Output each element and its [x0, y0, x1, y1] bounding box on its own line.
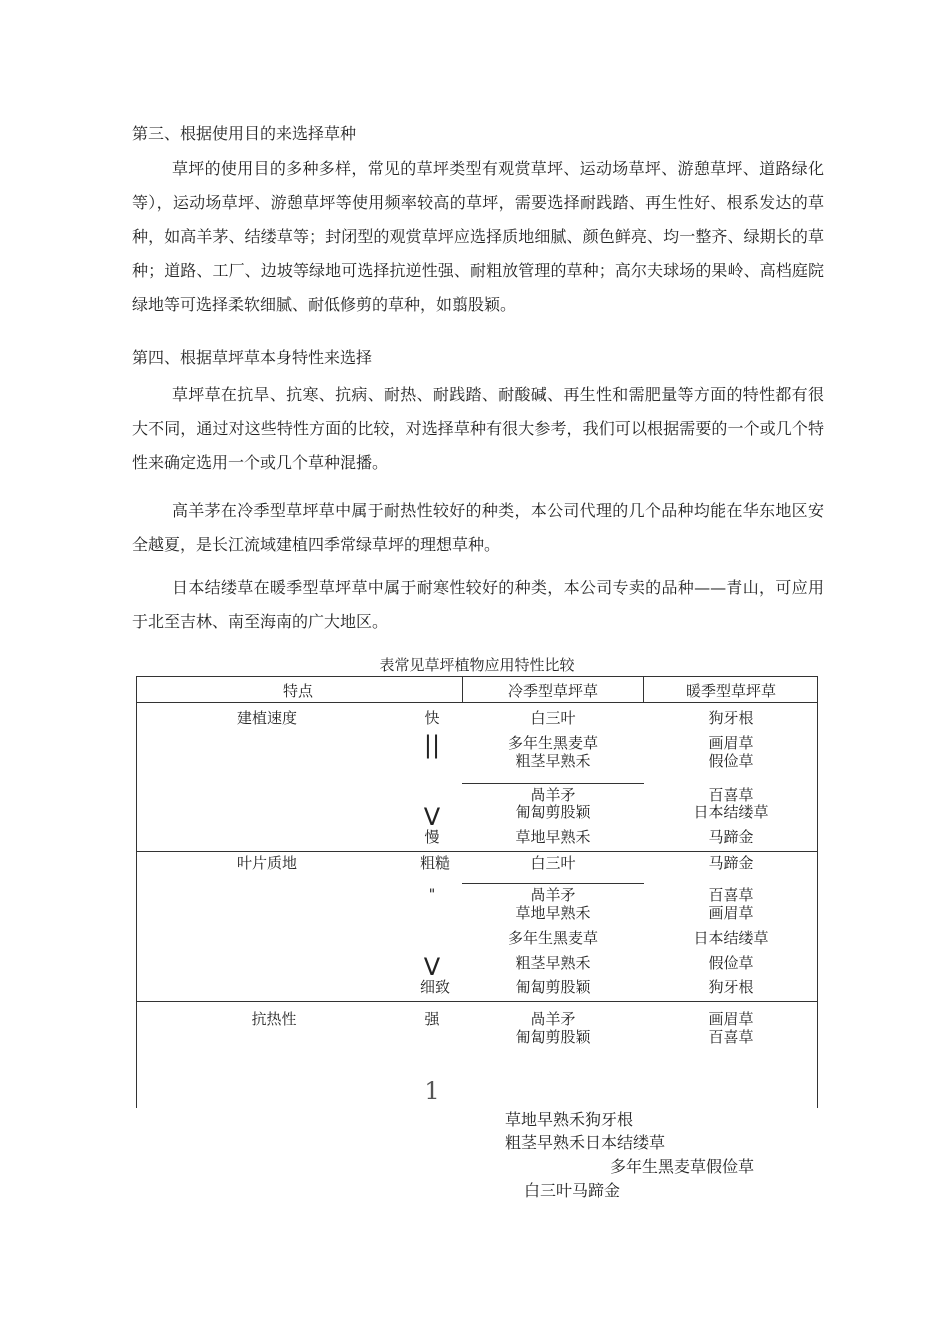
table-border-top	[136, 676, 818, 677]
warm-species: 画眉草	[708, 734, 754, 752]
scale-top-label: 粗糙	[419, 854, 451, 872]
table-caption: 表常见草坪植物应用特性比较	[379, 656, 575, 674]
row-feature-label: 建植速度	[236, 709, 298, 727]
scale-top-label: 强	[424, 1010, 440, 1028]
row-feature-label: 抗热性	[251, 1010, 297, 1028]
overflow-line: 粗茎早熟禾日本结缕草	[505, 1133, 666, 1152]
cool-species: 多年生黑麦草	[507, 929, 599, 947]
cool-species: 咼羊矛	[530, 886, 576, 904]
scale-number: 1	[424, 1077, 440, 1105]
table-border-left	[136, 676, 137, 1108]
cool-species: 匍匐剪股颖	[515, 1028, 591, 1046]
header-feature: 特点	[282, 682, 314, 700]
header-cool-season: 冷季型草坪草	[507, 682, 599, 700]
cool-species: 粗茎早熟禾	[515, 752, 591, 770]
overflow-line: 多年生黑麦草假俭草	[610, 1157, 755, 1176]
warm-species: 假俭草	[708, 752, 754, 770]
table-border-right	[817, 676, 818, 1108]
cool-species: 白三叶	[530, 854, 576, 872]
section-4-para-1: 草坪草在抗旱、抗寒、抗病、耐热、耐践踏、耐酸碱、再生性和需肥量等方面的特性都有很大不同，通过对这些特性方面的比较，对选择草种有很大参考，我们可以根据需要的一个或几个特性来确定选用一个或几个草种混播。	[132, 385, 824, 472]
cool-species: 粗茎早熟禾	[515, 954, 591, 972]
table-row-divider	[136, 851, 818, 852]
cool-species: 匍匐剪股颖	[515, 978, 591, 996]
warm-species: 画眉草	[708, 1010, 754, 1028]
table-group-rule	[462, 783, 644, 784]
comparison-table	[136, 676, 818, 1108]
section-3-heading: 第三、根据使用目的来选择草种	[132, 124, 357, 143]
cool-species: 咼羊矛	[530, 1010, 576, 1028]
cool-species: 匍匐剪股颖	[515, 803, 591, 821]
section-4-heading: 第四、根据草坪草本身特性来选择	[132, 348, 373, 367]
warm-species: 马蹄金	[708, 828, 754, 846]
section-4-para-2: 高羊茅在冷季型草坪草中属于耐热性较好的种类，本公司代理的几个品种均能在华东地区安全越夏，是长江流域建植四季常绿草坪的理想草种。	[132, 501, 824, 554]
cool-species: 草地早熟禾	[515, 904, 591, 922]
warm-species: 百喜草	[708, 886, 754, 904]
table-row-divider	[136, 1001, 818, 1002]
table-col-divider	[643, 676, 644, 703]
row-feature-label: 叶片质地	[236, 854, 298, 872]
warm-species: 马蹄金	[708, 854, 754, 872]
scale-bottom-label: 慢	[424, 828, 440, 846]
scale-bar-symbol: ||	[423, 731, 441, 759]
warm-species: 画眉草	[708, 904, 754, 922]
scale-arrow-down-icon: V	[423, 803, 441, 831]
table-group-rule	[462, 883, 644, 884]
scale-arrow-down-icon: V	[423, 953, 441, 981]
table-col-divider	[462, 676, 463, 703]
overflow-line: 草地早熟禾狗牙根	[505, 1110, 634, 1129]
table-header-divider	[136, 702, 818, 703]
scale-top-label: 快	[424, 709, 440, 727]
section-3-body: 草坪的使用目的多种多样，常见的草坪类型有观赏草坪、运动场草坪、游憩草坪、道路绿化等），运动场草坪、游憩草坪等使用频率较高的草坪，需要选择耐践踏、再生性好、根系发达的草种，如高羊茅、结缕草等；封闭型的观赏草坪应选择质地细腻、颜色鲜亮、均一整齐、绿期长的草种；道路、工厂、边坡等绿地可选择抗逆性强、耐粗放管理的草种；高尔夫球场的果岭、高档庭院绿地等可选择柔软细腻、耐低修剪的草种，如翦股颖。	[132, 159, 824, 314]
section-4-para-3: 日本结缕草在暖季型草坪草中属于耐寒性较好的种类，本公司专卖的品种——青山，可应用于北至吉林、南至海南的广大地区。	[132, 578, 824, 631]
cool-species: 白三叶	[530, 709, 576, 727]
header-warm-season: 暖季型草坪草	[685, 682, 777, 700]
warm-species: 日本结缕草	[693, 929, 769, 947]
warm-species: 百喜草	[708, 786, 754, 804]
warm-species: 日本结缕草	[693, 803, 769, 821]
warm-species: 狗牙根	[708, 709, 754, 727]
cool-species: 多年生黑麦草	[507, 734, 599, 752]
overflow-line: 白三叶马蹄金	[524, 1181, 621, 1200]
cool-species: 咼羊矛	[530, 786, 576, 804]
warm-species: 狗牙根	[708, 978, 754, 996]
cool-species: 草地早熟禾	[515, 828, 591, 846]
warm-species: 百喜草	[708, 1028, 754, 1046]
scale-bottom-label: 细致	[419, 978, 451, 996]
warm-species: 假俭草	[708, 954, 754, 972]
scale-bar-symbol: "	[428, 887, 436, 903]
